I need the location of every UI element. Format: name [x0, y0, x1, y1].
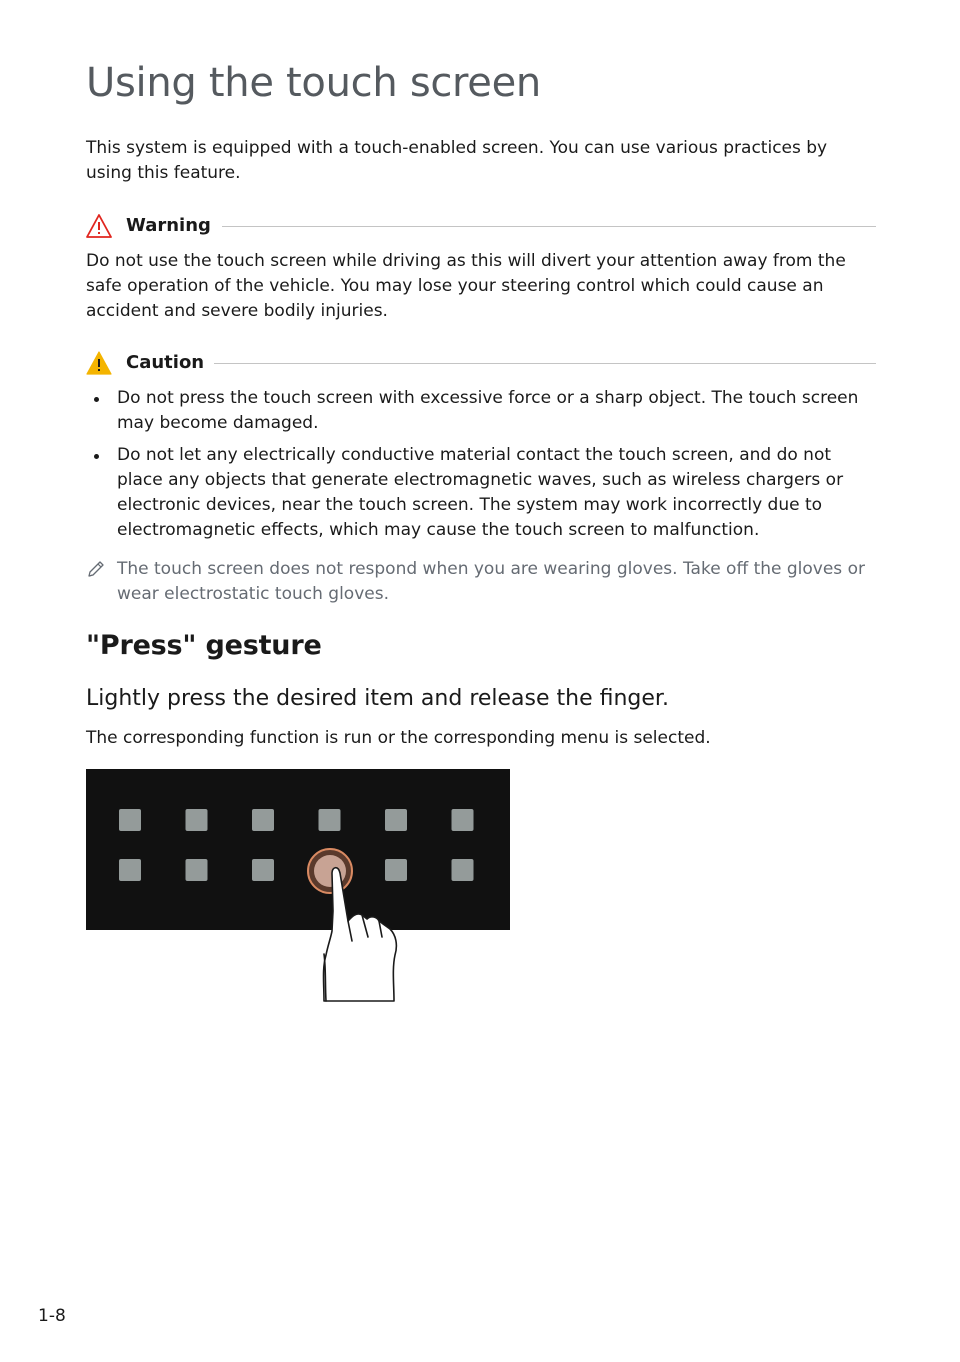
caution-list: [86, 386, 876, 550]
page-title: Using the touch screen: [86, 60, 541, 106]
app-tile: [186, 859, 208, 881]
warning-label: Warning: [126, 215, 211, 236]
section-heading: "Press" gesture: [86, 630, 322, 661]
intro-paragraph: This system is equipped with a touch-enabled screen. You can use various practices by using this feature.: [86, 138, 828, 183]
list-item: [86, 443, 876, 543]
app-tile: [186, 809, 208, 831]
caution-item-text: Do not let any electrically conductive material contact the touch screen, and do not place any objects that generate electromagnetic waves, such as wireless chargers or electronic devices, near the touch screen. The system may work incorrectly due to electromagnetic effects, which may cause the touch screen to malfunction.: [117, 445, 844, 540]
warning-divider: [222, 226, 876, 227]
caution-divider: [214, 363, 876, 364]
app-tile: [452, 859, 474, 881]
app-tile: [385, 859, 407, 881]
press-gesture-illustration: [86, 769, 516, 1009]
caution-triangle-icon: [86, 351, 112, 375]
page-number: 1-8: [38, 1306, 66, 1326]
app-tile: [119, 809, 141, 831]
section-subheading: Lightly press the desired item and release the finger.: [86, 686, 669, 711]
app-tile: [319, 809, 341, 831]
app-tile: [252, 809, 274, 831]
caution-item-text: Do not press the touch screen with excessive force or a sharp object. The touch screen may become damaged.: [117, 388, 859, 433]
caution-header: [86, 351, 876, 377]
note: [86, 557, 876, 607]
caution-label: Caution: [126, 352, 205, 373]
bullet-icon: [94, 454, 99, 459]
pencil-icon: [86, 559, 106, 579]
warning-text: Do not use the touch screen while driving as this will divert your attention away from the safe operation of the vehicle. You may lose your steering control which could cause an accident and severe bodily injuries.: [86, 251, 846, 321]
app-tile: [452, 809, 474, 831]
app-tile: [119, 859, 141, 881]
section-description: The corresponding function is run or the corresponding menu is selected.: [86, 728, 711, 748]
bullet-icon: [94, 397, 99, 402]
warning-header: [86, 214, 876, 240]
touch-screen-panel: [86, 769, 510, 930]
app-tile: [252, 859, 274, 881]
note-text: The touch screen does not respond when you are wearing gloves. Take off the gloves or wear electrostatic touch gloves.: [117, 559, 865, 604]
list-item: [86, 386, 876, 436]
app-tile: [385, 809, 407, 831]
warning-triangle-icon: [86, 214, 112, 238]
